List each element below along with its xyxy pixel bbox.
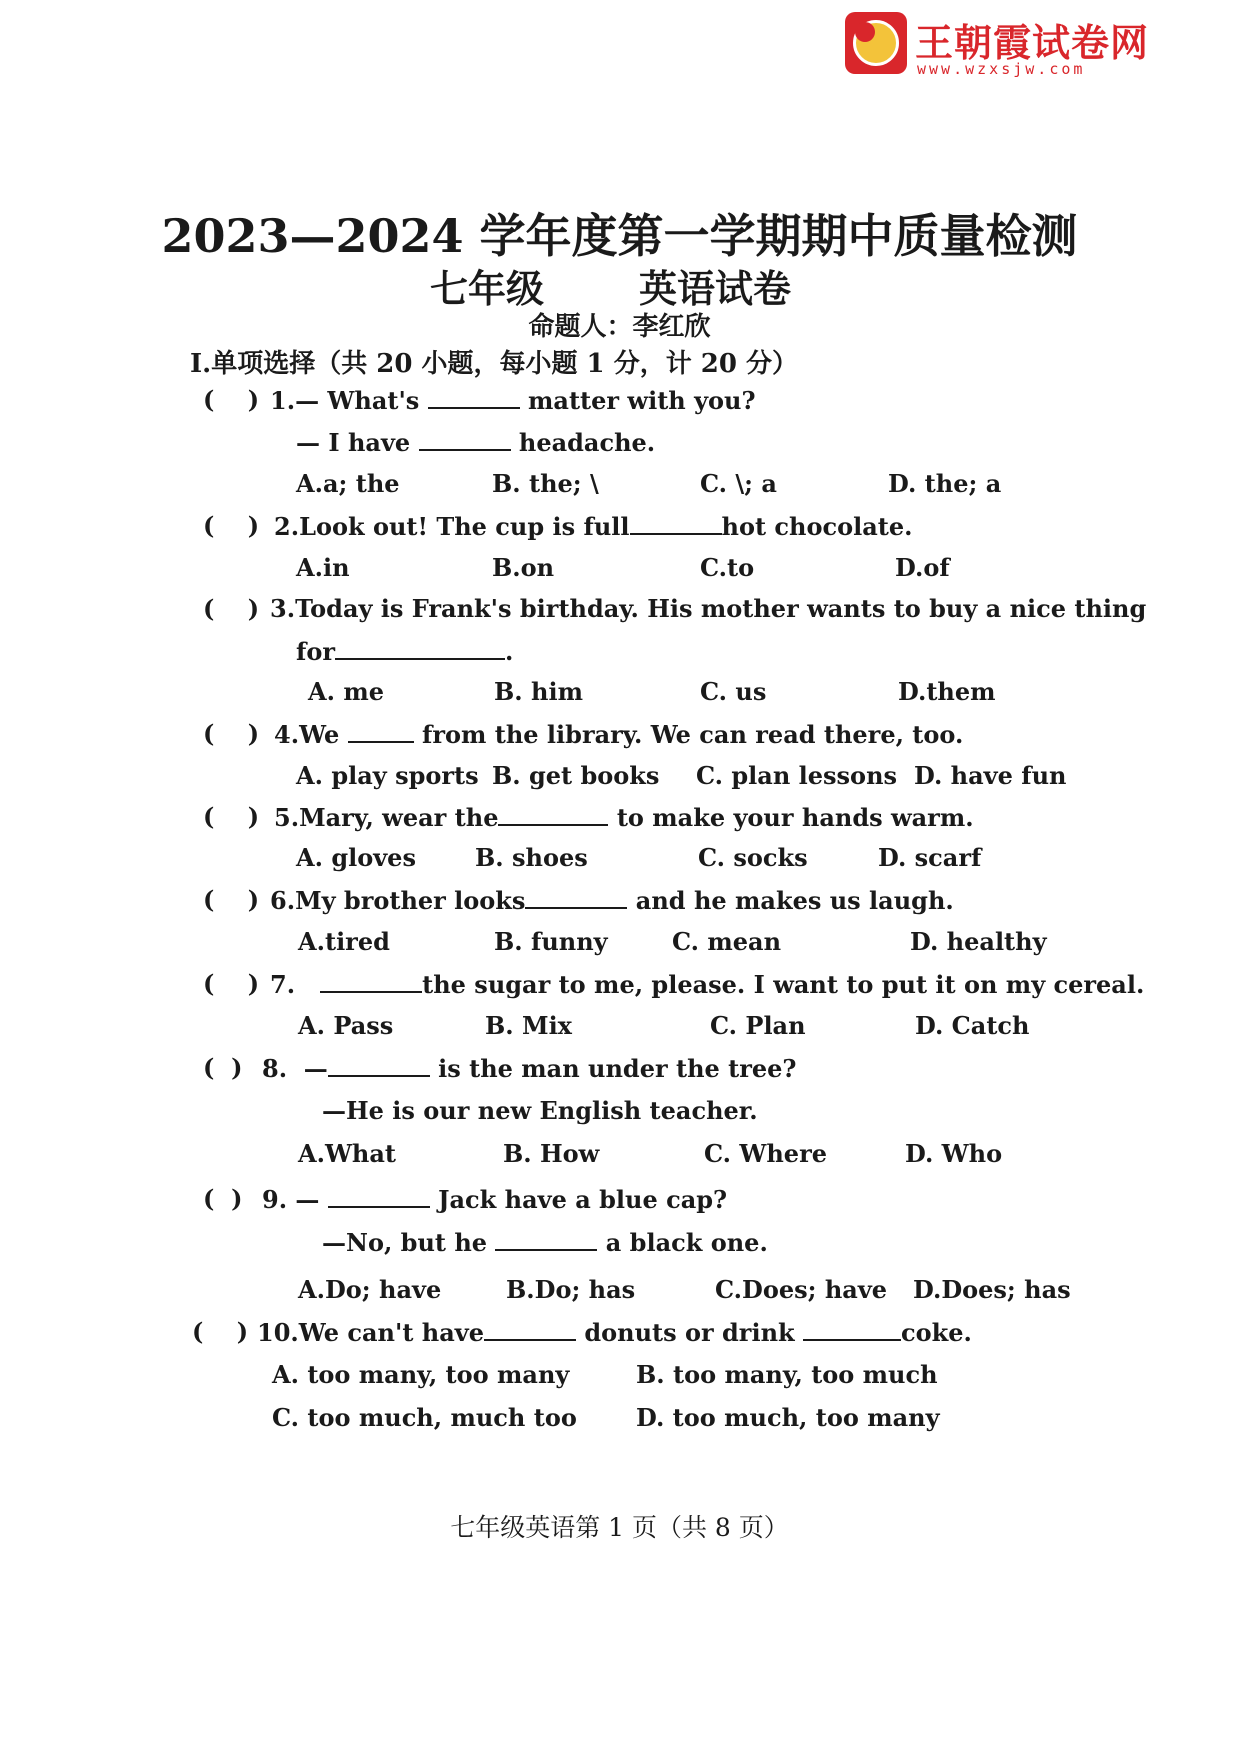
fill-blank[interactable] xyxy=(348,719,414,743)
question-1-line-1: 1.— What's matter with you? xyxy=(270,386,756,415)
option-a: A.Do; have xyxy=(298,1275,442,1304)
question-3-line-1: 3.Today is Frank's birthday. His mother wants to buy a nice thing xyxy=(270,594,1147,623)
option-d: D. the; a xyxy=(888,469,1002,498)
option-a: A.tired xyxy=(298,927,390,956)
option-d: D.of xyxy=(895,553,950,582)
option-d: D. too much, too many xyxy=(636,1403,940,1432)
option-b: B. get books xyxy=(492,761,660,790)
fill-blank[interactable] xyxy=(428,385,520,409)
option-a: A.in xyxy=(296,553,350,582)
question-9-line-2: —No, but he a black one. xyxy=(322,1228,768,1257)
fill-blank[interactable] xyxy=(498,802,608,826)
fill-blank[interactable] xyxy=(328,1184,430,1208)
option-c: C. us xyxy=(700,677,767,706)
option-c: C. socks xyxy=(698,843,808,872)
page-footer: 七年级英语第 1 页（共 8 页） xyxy=(450,1513,789,1542)
option-b: B. him xyxy=(494,677,583,706)
fill-blank[interactable] xyxy=(525,885,627,909)
option-b: B. shoes xyxy=(475,843,588,872)
seal-icon xyxy=(845,12,907,74)
option-b: B.on xyxy=(492,553,555,582)
fill-blank[interactable] xyxy=(320,969,422,993)
page-title: 2023—2024 学年度第一学期期中质量检测 xyxy=(161,209,1078,263)
option-b: B.Do; has xyxy=(506,1275,636,1304)
option-a: A. gloves xyxy=(296,843,416,872)
answer-paren[interactable]: ( ) xyxy=(203,969,260,998)
question-6-line-1: 6.My brother looks and he makes us laugh. xyxy=(270,886,954,915)
watermark-name: 王朝霞试卷网 xyxy=(915,21,1150,65)
option-a: A. Pass xyxy=(298,1011,394,1040)
answer-paren[interactable]: ( ) xyxy=(203,385,260,414)
answer-paren[interactable]: ( ) xyxy=(203,885,260,914)
option-a: A. play sports xyxy=(296,761,479,790)
page-subtitle xyxy=(430,258,791,313)
option-c: C. mean xyxy=(672,927,782,956)
fill-blank[interactable] xyxy=(484,1317,576,1341)
option-b: B. too many, too much xyxy=(636,1360,938,1389)
question-8-line-2: —He is our new English teacher. xyxy=(322,1096,758,1125)
fill-blank[interactable] xyxy=(495,1227,597,1251)
question-1-line-2: — I have headache. xyxy=(296,428,656,457)
option-a: A. me xyxy=(308,677,384,706)
answer-paren[interactable]: ( ) xyxy=(203,594,260,623)
option-d: D. have fun xyxy=(914,761,1067,790)
option-b: B. funny xyxy=(494,927,608,956)
question-7-line-1: 7. the sugar to me, please. I want to put it on my cereal. xyxy=(270,970,1145,999)
fill-blank[interactable] xyxy=(335,636,505,660)
answer-paren[interactable]: ( ) xyxy=(203,1184,243,1213)
author-line: 命题人：李红欣 xyxy=(528,312,711,342)
watermark-logo xyxy=(845,12,1155,78)
option-c: C. Where xyxy=(704,1139,827,1168)
fill-blank[interactable] xyxy=(419,427,511,451)
answer-paren[interactable]: ( ) xyxy=(203,719,260,748)
option-d: D. healthy xyxy=(910,927,1047,956)
option-a: A.What xyxy=(298,1139,397,1168)
question-9-line-1: 9. — Jack have a blue cap? xyxy=(262,1185,728,1214)
fill-blank[interactable] xyxy=(803,1317,901,1341)
option-d: D.Does; has xyxy=(913,1275,1071,1304)
option-a: A.a; the xyxy=(296,469,400,498)
option-c: C. \; a xyxy=(700,469,777,498)
question-8-line-1: 8. — is the man under the tree? xyxy=(262,1054,797,1083)
option-d: D.them xyxy=(898,677,996,706)
fill-blank[interactable] xyxy=(630,511,722,535)
option-c: C.Does; have xyxy=(715,1275,888,1304)
answer-paren[interactable]: ( ) xyxy=(203,511,260,540)
option-d: D. scarf xyxy=(878,843,982,872)
option-d: D. Who xyxy=(905,1139,1003,1168)
option-b: B. How xyxy=(503,1139,600,1168)
question-2-line-1: 2.Look out! The cup is full hot chocolate. xyxy=(274,512,913,541)
subject-label: 英语试卷 xyxy=(639,266,792,311)
answer-paren[interactable]: ( ) xyxy=(192,1317,249,1346)
option-c: C. plan lessons xyxy=(696,761,898,790)
question-3-line-2: for . xyxy=(296,637,514,666)
option-c: C.to xyxy=(700,553,755,582)
option-a: A. too many, too many xyxy=(272,1360,570,1389)
answer-paren[interactable]: ( ) xyxy=(203,1053,243,1082)
fill-blank[interactable] xyxy=(328,1053,430,1077)
question-10-line-1: 10.We can't have donuts or drink coke. xyxy=(257,1318,972,1347)
option-b: B. the; \ xyxy=(492,469,599,498)
option-c: C. Plan xyxy=(710,1011,806,1040)
grade-label: 七年级 xyxy=(430,266,545,311)
question-5-line-1: 5.Mary, wear the to make your hands warm. xyxy=(274,803,974,832)
option-c: C. too much, much too xyxy=(272,1403,577,1432)
question-4-line-1: 4.We from the library. We can read there, too. xyxy=(274,720,964,749)
section-title: I.单项选择（共 20 小题，每小题 1 分，计 20 分） xyxy=(190,349,798,379)
answer-paren[interactable]: ( ) xyxy=(203,802,260,831)
watermark-url: www.wzxsjw.com xyxy=(917,60,1086,78)
option-d: D. Catch xyxy=(915,1011,1030,1040)
option-b: B. Mix xyxy=(485,1011,572,1040)
